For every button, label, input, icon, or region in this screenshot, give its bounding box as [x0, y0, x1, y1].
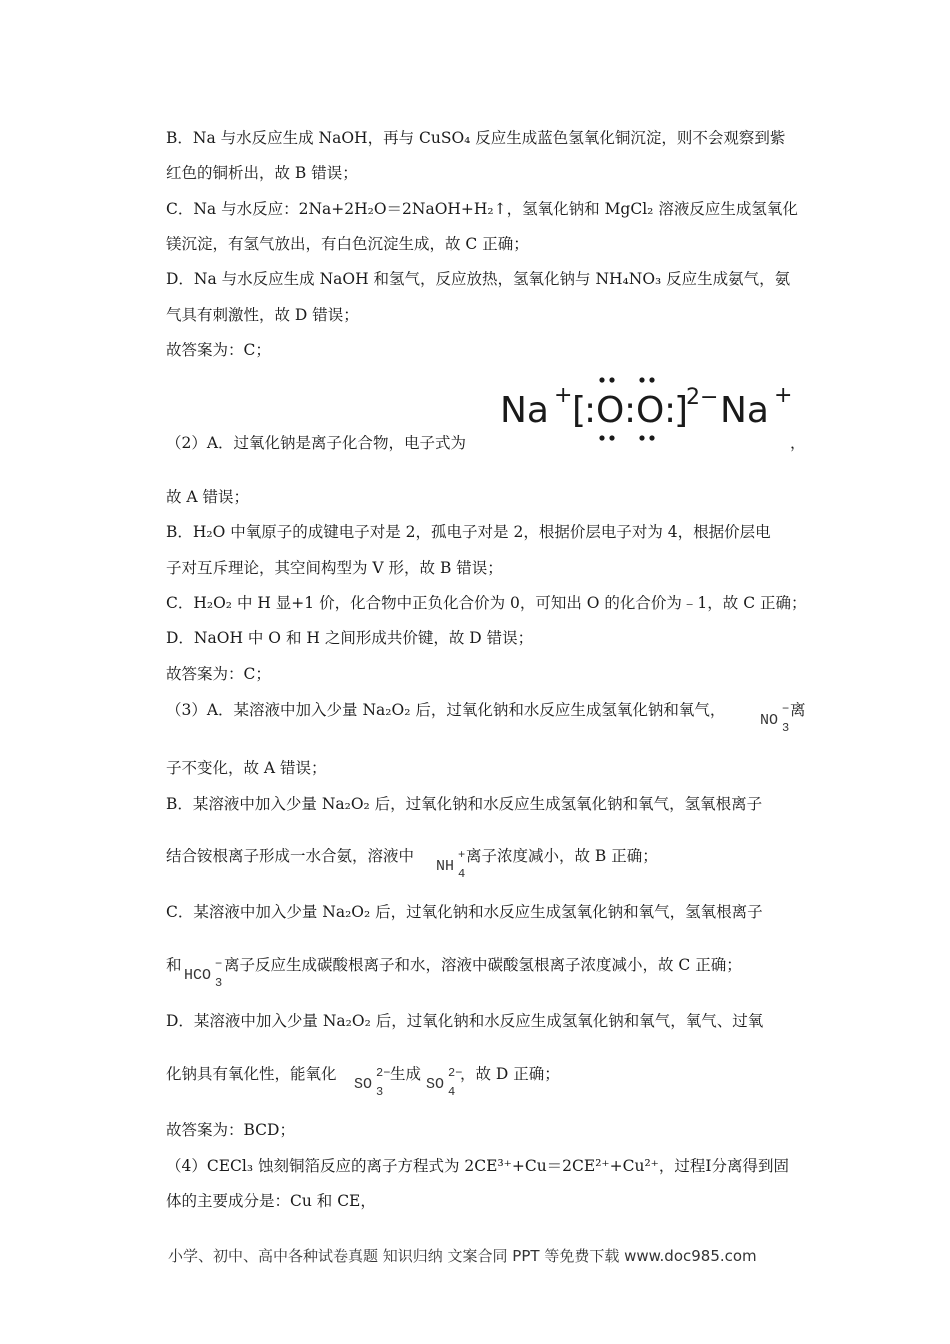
formula-bracket-close: ] — [674, 390, 689, 431]
page-footer: 小学、初中、高中各种试卷真题 知识归纳 文案合同 PPT 等免费下载 www.doc985.com — [168, 1247, 757, 1265]
option-d-line2: 气具有刺激性，故 D 错误； — [166, 306, 359, 324]
part3-d-line1: D．某溶液中加入少量 Na₂O₂ 后，过氧化钠和水反应生成氢氧化钠和氧气，氧气、过氧 — [166, 1012, 764, 1030]
part3-a-line2: 子不变化，故 A 错误； — [166, 759, 327, 777]
part3-d-line2-post: ，故 D 正确； — [460, 1065, 560, 1083]
part3-d-line2-pre: 化钠具有氧化性，能氧化 — [166, 1065, 337, 1083]
part3-b-line1: B．某溶液中加入少量 Na₂O₂ 后，过氧化钠和水反应生成氢氧化钠和氧气，氢氧根离子 — [166, 795, 763, 813]
part2-c-line: C．H₂O₂ 中 H 显+1 价，化合物中正负化合价为 0，可知出 O 的化合价为﹣1，故 C 正确； — [166, 594, 807, 612]
na2o2-electron-formula — [498, 372, 798, 450]
formula-bracket-open: [ — [572, 390, 587, 431]
option-b-line2: 红色的铜析出，故 B 错误； — [166, 164, 358, 182]
formula-charge: 2− — [686, 385, 719, 410]
part3-a-line1-tail: 离 — [790, 701, 806, 719]
ammonium-ion: NH + 4 — [436, 848, 466, 881]
option-c-line2: 镁沉淀，有氢气放出，有白色沉淀生成，故 C 正确； — [166, 235, 529, 253]
answer-1: 故答案为：C； — [166, 341, 271, 359]
formula-oxygen-1: O — [596, 390, 625, 431]
part2-b-line2: 子对互斥理论，其空间构型为 V 形，故 B 错误； — [166, 559, 503, 577]
option-b-line1: B．Na 与水反应生成 NaOH，再与 CuSO₄ 反应生成蓝色氢氧化铜沉淀，则不会观察到紫 — [166, 129, 786, 147]
part4-line1: （4）CECl₃ 蚀刻铜箔反应的离子方程式为 2CE³⁺+Cu＝2CE²⁺+Cu²⁺，过程Ⅰ分离得到固 — [166, 1157, 789, 1175]
formula-plus-left: + — [554, 383, 573, 408]
part3-b-line2-pre: 结合铵根离子形成一水合氨，溶液中 — [166, 847, 415, 865]
part3-c-line1: C．某溶液中加入少量 Na₂O₂ 后，过氧化钠和水反应生成氢氧化钠和氧气，氢氧根离子 — [166, 903, 763, 921]
bicarbonate-ion: HCO − 3 — [184, 957, 223, 990]
part3-b-line2-post: 离子浓度减小，故 B 正确； — [466, 847, 658, 865]
formula-colon-right: : — [664, 390, 677, 431]
part2-a-line2: 故 A 错误； — [166, 488, 250, 506]
part3-d-line2-mid: 生成 — [390, 1065, 422, 1083]
answer-2: 故答案为：C； — [166, 665, 271, 683]
option-c-line1: C．Na 与水反应：2Na+2H₂O＝2NaOH+H₂↑，氢氧化钠和 MgCl₂ 溶液反应生成氢氧化 — [166, 200, 798, 218]
formula-plus-right: + — [774, 383, 793, 408]
part2-a-comma: ， — [790, 434, 806, 452]
formula-colon-left: : — [584, 390, 597, 431]
formula-na-right: Na — [720, 390, 769, 431]
part3-a-line1: （3）A．某溶液中加入少量 Na₂O₂ 后，过氧化钠和水反应生成氢氧化钠和氧气， — [166, 701, 726, 719]
formula-na-left: Na — [500, 390, 549, 431]
formula-oxygen-2: O — [636, 390, 665, 431]
part2-d-line: D．NaOH 中 O 和 H 之间形成共价键，故 D 错误； — [166, 629, 534, 647]
part3-c-line2-pre: 和 — [166, 956, 182, 974]
answer-3: 故答案为：BCD； — [166, 1121, 295, 1139]
formula-colon-mid: : — [624, 390, 637, 431]
part4-line2: 体的主要成分是：Cu 和 CE， — [166, 1192, 376, 1210]
part3-c-line2-post: 离子反应生成碳酸根离子和水，溶液中碳酸氢根离子浓度减小，故 C 正确； — [224, 956, 742, 974]
sulfite-ion: SO 2− 3 — [354, 1066, 391, 1099]
part2-a-line1: （2）A．过氧化钠是离子化合物，电子式为 — [166, 434, 467, 452]
part2-b-line1: B．H₂O 中氧原子的成键电子对是 2，孤电子对是 2，根据价层电子对为 4，根据价层电 — [166, 523, 771, 541]
sulfate-ion: SO 2− 4 — [426, 1066, 463, 1099]
option-d-line1: D．Na 与水反应生成 NaOH 和氢气，反应放热，氢氧化钠与 NH₄NO₃ 反应生成氨气，氨 — [166, 270, 791, 288]
nitrate-ion: NO − 3 — [760, 702, 790, 735]
